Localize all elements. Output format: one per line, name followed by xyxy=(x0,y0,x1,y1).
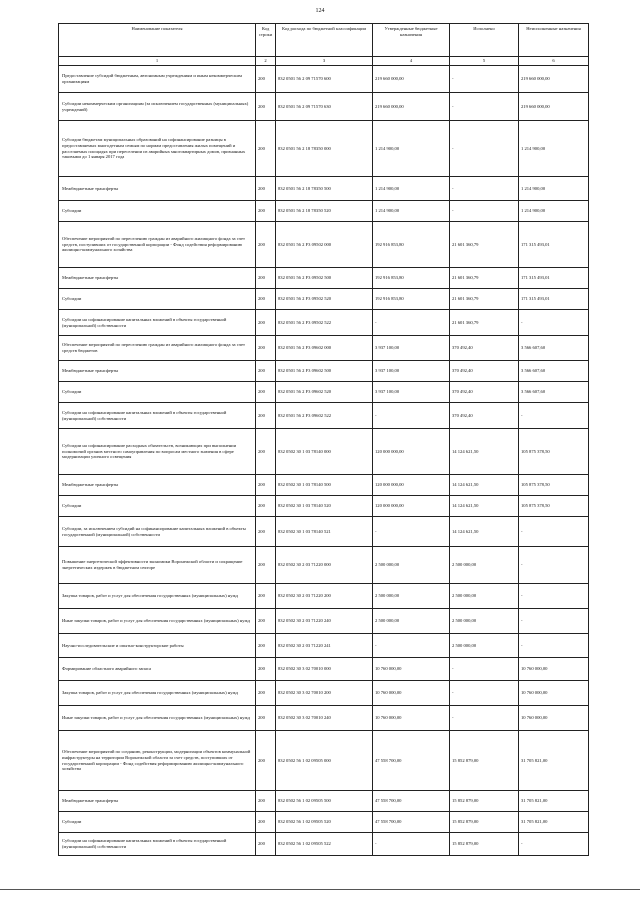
table-row xyxy=(59,66,589,93)
table-row xyxy=(59,681,589,706)
row-executed: 14 124 621,50 xyxy=(450,475,519,496)
row-line-code: 200 xyxy=(256,93,276,121)
page-number: 124 xyxy=(315,8,325,14)
row-line-code: 200 xyxy=(256,177,276,201)
row-name: Субсидии xyxy=(59,812,256,833)
row-name: Обеспечение мероприятий по переселению граждан из аварийного жилищного фонда за счет средств бюджетов xyxy=(59,336,256,361)
row-line-code: 200 xyxy=(256,475,276,496)
row-class-code: 832 0502 30 1 03 78140 521 xyxy=(276,517,373,547)
table-row xyxy=(59,382,589,403)
row-unexecuted: 105 875 378,50 xyxy=(519,475,589,496)
row-approved: 192 916 853,80 xyxy=(373,222,450,268)
row-unexecuted: 1 214 900,00 xyxy=(519,121,589,177)
row-name: Межбюджетные трансферты xyxy=(59,791,256,812)
row-line-code: 200 xyxy=(256,268,276,289)
row-line-code: 200 xyxy=(256,833,276,856)
row-unexecuted: 219 660 000,00 xyxy=(519,66,589,93)
table-row xyxy=(59,475,589,496)
table-row xyxy=(59,361,589,382)
row-line-code: 200 xyxy=(256,429,276,475)
table-row xyxy=(59,496,589,517)
row-unexecuted: 3 566 607,60 xyxy=(519,336,589,361)
row-class-code: 832 0502 30 1 03 78140 000 xyxy=(276,429,373,475)
row-unexecuted: - xyxy=(519,547,589,584)
row-executed: 15 852 879,00 xyxy=(450,833,519,856)
row-name: Субсидии xyxy=(59,382,256,403)
table-row xyxy=(59,201,589,222)
row-unexecuted: 31 705 821,00 xyxy=(519,731,589,791)
row-executed: 370 492,40 xyxy=(450,403,519,429)
row-executed: 370 492,40 xyxy=(450,361,519,382)
table-row xyxy=(59,403,589,429)
row-approved: 3 937 100,00 xyxy=(373,336,450,361)
row-class-code: 832 0501 56 2 18 78350 520 xyxy=(276,201,373,222)
header-class-code: Код расхода по бюджетной классификации xyxy=(276,24,373,57)
row-approved: 1 214 900,00 xyxy=(373,121,450,177)
row-class-code: 832 0502 30 3 02 70010 240 xyxy=(276,706,373,731)
row-unexecuted: 105 875 378,50 xyxy=(519,429,589,475)
row-executed: - xyxy=(450,658,519,681)
row-unexecuted: 10 760 000,00 xyxy=(519,658,589,681)
row-unexecuted: 1 214 900,00 xyxy=(519,201,589,222)
column-number: 4 xyxy=(373,57,450,66)
table-row xyxy=(59,634,589,658)
row-executed: - xyxy=(450,121,519,177)
header-name: Наименование показателя xyxy=(59,24,256,57)
row-approved: 120 000 000,00 xyxy=(373,429,450,475)
row-approved: 120 000 000,00 xyxy=(373,496,450,517)
row-unexecuted: - xyxy=(519,609,589,634)
row-executed: - xyxy=(450,706,519,731)
row-approved: - xyxy=(373,310,450,336)
row-name: Формирование областного аварийного запаса xyxy=(59,658,256,681)
table-row xyxy=(59,222,589,268)
row-name: Предоставление субсидий бюджетным, автономным учреждениям и иным некоммерческим организациям xyxy=(59,66,256,93)
row-line-code: 200 xyxy=(256,496,276,517)
row-executed: 15 852 879,00 xyxy=(450,731,519,791)
column-number: 5 xyxy=(450,57,519,66)
row-line-code: 200 xyxy=(256,584,276,609)
row-executed: 2 500 000,00 xyxy=(450,584,519,609)
row-executed: - xyxy=(450,93,519,121)
table-header-row xyxy=(59,24,589,57)
row-class-code: 832 0502 30 3 02 70010 000 xyxy=(276,658,373,681)
row-approved: 2 500 000,00 xyxy=(373,609,450,634)
row-line-code: 200 xyxy=(256,201,276,222)
row-approved: 47 558 700,00 xyxy=(373,731,450,791)
row-line-code: 200 xyxy=(256,310,276,336)
row-class-code: 832 0501 56 2 F3 09602 522 xyxy=(276,403,373,429)
row-line-code: 200 xyxy=(256,66,276,93)
row-line-code: 200 xyxy=(256,791,276,812)
row-unexecuted: 1 214 900,00 xyxy=(519,177,589,201)
row-executed: 15 852 879,00 xyxy=(450,812,519,833)
row-class-code: 832 0502 56 1 02 09505 500 xyxy=(276,791,373,812)
row-approved: 219 660 000,00 xyxy=(373,66,450,93)
row-unexecuted: - xyxy=(519,634,589,658)
row-class-code: 832 0501 56 2 F3 09502 520 xyxy=(276,289,373,310)
row-class-code: 832 0501 56 2 18 78350 000 xyxy=(276,121,373,177)
row-name: Иные закупки товаров, работ и услуг для обеспечения государственных (муниципальных) нужд xyxy=(59,706,256,731)
row-executed: 14 124 621,50 xyxy=(450,517,519,547)
header-line-code: Код строки xyxy=(256,24,276,57)
row-unexecuted: - xyxy=(519,833,589,856)
row-name: Субсидии на софинансирование капитальных вложений в объекты государственной (муниципальной) собственности xyxy=(59,403,256,429)
row-name: Закупка товаров, работ и услуг для обеспечения государственных (муниципальных) нужд xyxy=(59,681,256,706)
row-line-code: 200 xyxy=(256,658,276,681)
table-row xyxy=(59,289,589,310)
row-executed: 2 500 000,00 xyxy=(450,547,519,584)
row-approved: 120 000 000,00 xyxy=(373,475,450,496)
row-executed: 14 124 621,50 xyxy=(450,496,519,517)
row-approved: 192 916 853,80 xyxy=(373,268,450,289)
row-line-code: 200 xyxy=(256,121,276,177)
table-row xyxy=(59,93,589,121)
row-class-code: 832 0501 56 2 F3 09502 000 xyxy=(276,222,373,268)
row-executed: - xyxy=(450,177,519,201)
row-executed: 14 124 621,50 xyxy=(450,429,519,475)
table-row xyxy=(59,658,589,681)
row-executed: 2 500 000,00 xyxy=(450,609,519,634)
row-line-code: 200 xyxy=(256,634,276,658)
row-unexecuted: - xyxy=(519,584,589,609)
row-unexecuted: 10 760 000,00 xyxy=(519,681,589,706)
row-name: Субсидии xyxy=(59,289,256,310)
table-row xyxy=(59,812,589,833)
row-class-code: 832 0501 56 2 09 71570 630 xyxy=(276,93,373,121)
budget-execution-table xyxy=(58,23,589,856)
row-unexecuted: 219 660 000,00 xyxy=(519,93,589,121)
table-row xyxy=(59,833,589,856)
row-line-code: 200 xyxy=(256,289,276,310)
row-class-code: 832 0502 30 1 03 78140 500 xyxy=(276,475,373,496)
row-unexecuted: 171 315 493,01 xyxy=(519,268,589,289)
row-line-code: 200 xyxy=(256,547,276,584)
row-name: Субсидии на софинансирование капитальных вложений в объекты государственной (муниципальной) собственности xyxy=(59,833,256,856)
row-executed: - xyxy=(450,681,519,706)
row-name: Иные закупки товаров, работ и услуг для обеспечения государственных (муниципальных) нужд xyxy=(59,609,256,634)
row-name: Субсидии на софинансирование капитальных вложений в объекты государственной (муниципальной) собственности xyxy=(59,310,256,336)
row-name: Субсидии на софинансирование расходных обязательств, возникающих при выполнении полномочий органов местного самоуправления по вопросам местного значения в сфере модернизации уличного освещения xyxy=(59,429,256,475)
row-name: Обеспечение мероприятий по созданию, реконструкции, модернизации объектов коммунальной инфраструктуры на территории Воронежской области за счет средств, поступивших от государственной корпорации - Фонд содействия реформированию жилищно-коммунального хозяйства xyxy=(59,731,256,791)
row-class-code: 832 0502 30 3 02 70010 200 xyxy=(276,681,373,706)
row-line-code: 200 xyxy=(256,517,276,547)
row-executed: 370 492,40 xyxy=(450,336,519,361)
table-row xyxy=(59,177,589,201)
row-approved: 1 214 900,00 xyxy=(373,177,450,201)
row-name: Повышение энергетической эффективности экономики Воронежской области и сокращение энергетических издержек в бюджетном секторе xyxy=(59,547,256,584)
header-unexecuted: Неисполненные назначения xyxy=(519,24,589,57)
row-approved: - xyxy=(373,634,450,658)
row-unexecuted: 31 705 821,00 xyxy=(519,791,589,812)
row-executed: 21 601 360,79 xyxy=(450,222,519,268)
row-name: Субсидии некоммерческим организациям (за исключением государственных (муниципальных) учреждений) xyxy=(59,93,256,121)
row-line-code: 200 xyxy=(256,361,276,382)
row-class-code: 832 0501 56 2 F3 09602 000 xyxy=(276,336,373,361)
row-unexecuted: 171 315 493,01 xyxy=(519,222,589,268)
row-executed: 21 601 360,79 xyxy=(450,310,519,336)
row-unexecuted: 105 875 378,50 xyxy=(519,496,589,517)
table-row xyxy=(59,268,589,289)
row-executed: 21 601 360,79 xyxy=(450,289,519,310)
row-name: Закупка товаров, работ и услуг для обеспечения государственных (муниципальных) нужд xyxy=(59,584,256,609)
row-approved: 10 760 000,00 xyxy=(373,658,450,681)
row-class-code: 832 0502 30 2 03 71220 240 xyxy=(276,609,373,634)
row-class-code: 832 0501 56 2 F3 09502 522 xyxy=(276,310,373,336)
row-approved: 3 937 100,00 xyxy=(373,361,450,382)
row-unexecuted: - xyxy=(519,517,589,547)
row-class-code: 832 0502 56 1 02 09505 520 xyxy=(276,812,373,833)
table-row xyxy=(59,310,589,336)
table-row xyxy=(59,121,589,177)
row-class-code: 832 0502 56 1 02 09505 522 xyxy=(276,833,373,856)
row-class-code: 832 0502 56 1 02 09505 000 xyxy=(276,731,373,791)
row-approved: 219 660 000,00 xyxy=(373,93,450,121)
row-name: Субсидии, за исключением субсидий на софинансирование капитальных вложений в объекты государственной (муниципальной) собственности xyxy=(59,517,256,547)
row-executed: 15 852 879,00 xyxy=(450,791,519,812)
row-unexecuted: 3 566 607,60 xyxy=(519,382,589,403)
row-line-code: 200 xyxy=(256,812,276,833)
row-executed: 370 492,40 xyxy=(450,382,519,403)
row-line-code: 200 xyxy=(256,731,276,791)
row-unexecuted: - xyxy=(519,310,589,336)
row-name: Субсидии бюджетам муниципальных образований на софинансирование разницы в предоставляемых многодетным семьям по нормам предоставления жилых помещений и расселяемых площадях при переселении из аварийных многоквартирных домов, признанных таковыми до 1 января 2017 года xyxy=(59,121,256,177)
row-approved: 2 500 000,00 xyxy=(373,584,450,609)
row-unexecuted: - xyxy=(519,403,589,429)
row-approved: - xyxy=(373,403,450,429)
table-row xyxy=(59,336,589,361)
table-row xyxy=(59,517,589,547)
row-executed: - xyxy=(450,66,519,93)
table-row xyxy=(59,706,589,731)
column-number-row xyxy=(59,57,589,66)
row-line-code: 200 xyxy=(256,222,276,268)
row-name: Межбюджетные трансферты xyxy=(59,475,256,496)
column-number: 3 xyxy=(276,57,373,66)
row-name: Межбюджетные трансферты xyxy=(59,361,256,382)
table-row xyxy=(59,547,589,584)
row-class-code: 832 0501 56 2 F3 09502 500 xyxy=(276,268,373,289)
table-body xyxy=(59,66,589,856)
row-name: Обеспечение мероприятий по переселению граждан из аварийного жилищного фонда за счет средств, поступивших от государственной корпорации - Фонд содействия реформированию жилищно-коммунального хозяйства xyxy=(59,222,256,268)
row-approved: 10 760 000,00 xyxy=(373,681,450,706)
row-approved: - xyxy=(373,833,450,856)
row-name: Субсидии xyxy=(59,496,256,517)
row-name: Субсидии xyxy=(59,201,256,222)
column-number: 6 xyxy=(519,57,589,66)
column-number: 2 xyxy=(256,57,276,66)
row-unexecuted: 10 760 000,00 xyxy=(519,706,589,731)
row-class-code: 832 0502 30 1 03 78140 520 xyxy=(276,496,373,517)
row-class-code: 832 0501 56 2 09 71570 600 xyxy=(276,66,373,93)
row-executed: 2 500 000,00 xyxy=(450,634,519,658)
row-approved: 192 916 853,80 xyxy=(373,289,450,310)
row-name: Научно-исследовательские и опытно-конструкторские работы xyxy=(59,634,256,658)
page-bottom-rule xyxy=(0,889,640,890)
row-line-code: 200 xyxy=(256,706,276,731)
row-approved: 47 558 700,00 xyxy=(373,791,450,812)
row-approved: 1 214 900,00 xyxy=(373,201,450,222)
table-row xyxy=(59,584,589,609)
row-class-code: 832 0501 56 2 F3 09602 520 xyxy=(276,382,373,403)
row-executed: - xyxy=(450,201,519,222)
row-approved: 47 558 700,00 xyxy=(373,812,450,833)
row-approved: 3 937 100,00 xyxy=(373,382,450,403)
row-unexecuted: 171 315 493,01 xyxy=(519,289,589,310)
row-unexecuted: 31 705 821,00 xyxy=(519,812,589,833)
header-approved: Утвержденные бюджетные назначения xyxy=(373,24,450,57)
row-line-code: 200 xyxy=(256,403,276,429)
table-row xyxy=(59,609,589,634)
row-approved: 10 760 000,00 xyxy=(373,706,450,731)
row-name: Межбюджетные трансферты xyxy=(59,268,256,289)
row-approved: 2 500 000,00 xyxy=(373,547,450,584)
row-class-code: 832 0502 30 2 03 71220 000 xyxy=(276,547,373,584)
row-approved: - xyxy=(373,517,450,547)
row-unexecuted: 3 566 607,60 xyxy=(519,361,589,382)
row-line-code: 200 xyxy=(256,609,276,634)
row-class-code: 832 0502 30 2 03 71220 241 xyxy=(276,634,373,658)
table-row xyxy=(59,791,589,812)
row-line-code: 200 xyxy=(256,336,276,361)
table-row xyxy=(59,429,589,475)
row-name: Межбюджетные трансферты xyxy=(59,177,256,201)
header-executed: Исполнено xyxy=(450,24,519,57)
row-class-code: 832 0501 56 2 18 78350 500 xyxy=(276,177,373,201)
row-line-code: 200 xyxy=(256,681,276,706)
row-line-code: 200 xyxy=(256,382,276,403)
column-number: 1 xyxy=(59,57,256,66)
row-executed: 21 601 360,79 xyxy=(450,268,519,289)
row-class-code: 832 0502 30 2 03 71220 200 xyxy=(276,584,373,609)
table-row xyxy=(59,731,589,791)
row-class-code: 832 0501 56 2 F3 09602 500 xyxy=(276,361,373,382)
